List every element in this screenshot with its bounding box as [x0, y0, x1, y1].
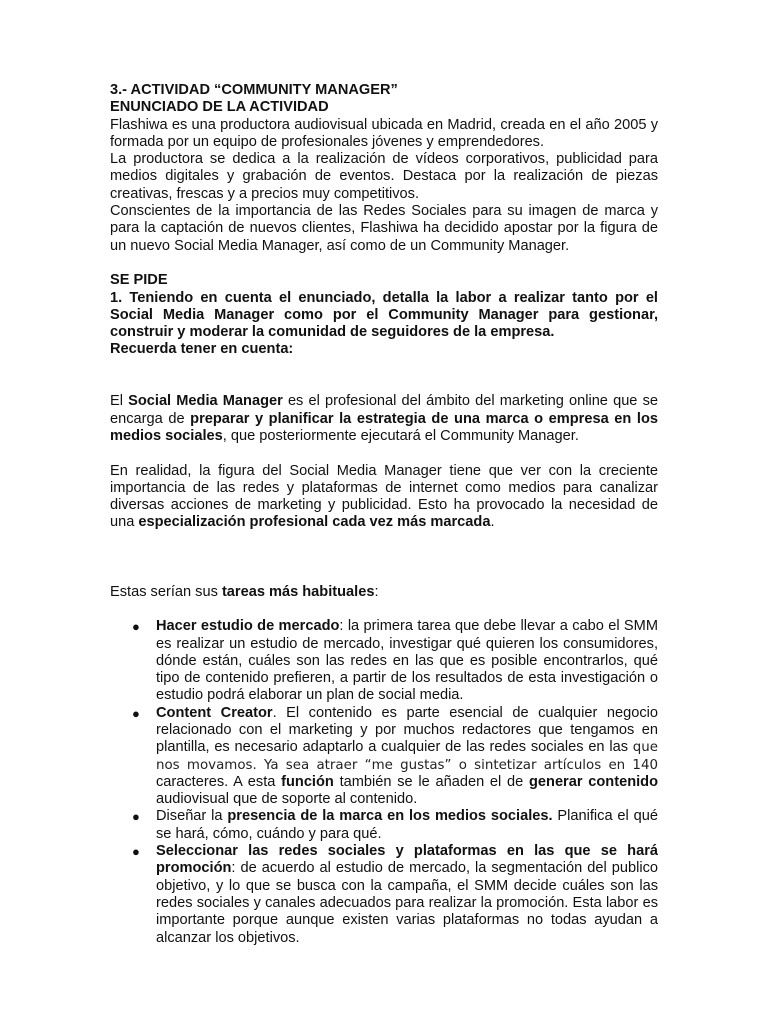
text-run: caracteres. A esta — [156, 773, 282, 790]
statement-heading: ENUNCIADO DE LA ACTIVIDAD — [110, 99, 329, 116]
text-run: audiovisual que de soporte al contenido. — [156, 791, 418, 808]
bold-run: Content Creator — [156, 704, 273, 721]
tasks-intro — [110, 584, 658, 601]
list-item — [132, 843, 658, 947]
spacer — [110, 359, 658, 394]
text-run: En realidad, la figura del Social Media Manager tiene que ver con la creciente importancia de las redes y plataformas de internet como medios para canalizar diversas acciones de marketing y publicidad. Esto ha provocado la necesidad de una — [110, 462, 658, 531]
text-run: : — [374, 583, 379, 600]
spacer — [110, 601, 658, 618]
bold-run: Seleccionar las redes sociales y plataformas en las que se hará promoción — [156, 843, 658, 877]
bold-run: Hacer estudio de mercado — [156, 618, 340, 635]
task-reminder: Recuerda tener en cuenta: — [110, 341, 294, 358]
text-run: Diseñar la — [156, 808, 228, 825]
bold-run: especialización profesional cada vez más marcada — [138, 514, 491, 531]
list-item — [132, 618, 658, 704]
text-run: . — [490, 514, 495, 531]
tasks-list — [110, 618, 658, 947]
text-run: El — [110, 393, 129, 410]
bullet-icon: ● — [132, 809, 140, 825]
list-item — [132, 808, 658, 843]
text-run: : de acuerdo al estudio de mercado, la segmentación del publico objetivo, y lo que se busca con la campaña, el SMM decide cuáles son las redes sociales y canales adecuados para realizar la promoción. Esta labor es importante porque aunque existen varias plataformas no todas ayudan a alcanzar los objetivos. — [156, 860, 658, 946]
activity-title: 3.- ACTIVIDAD “COMMUNITY MANAGER” — [110, 82, 398, 98]
text-run: , que posteriormente ejecutará el Community Manager. — [222, 427, 579, 444]
bold-run: función — [281, 773, 334, 790]
intro-paragraph-3: Conscientes de la importancia de las Redes Sociales para su imagen de marca y para la captación de nuevos clientes, Flashiwa ha decidido apostar por la figura de un nuevo Social Media Manager, así como de un Community Manager. — [110, 203, 658, 254]
text-run: Planifica el qué se hará, cómo, cuándo y para qué. — [156, 808, 658, 842]
text-run: Estas serían sus — [110, 583, 222, 600]
document-page — [110, 82, 658, 947]
task-heading: SE PIDE — [110, 272, 168, 289]
task-question: 1. Teniendo en cuenta el enunciado, detalla la labor a realizar tanto por el Social Media Manager como por el Community Manager para gestionar, construir y moderar la comunidad de seguidores de la empresa. — [110, 289, 658, 341]
bullet-icon: ● — [132, 705, 140, 721]
bold-run: presencia de la marca en los medios sociales. — [227, 808, 553, 825]
text-run: : la primera tarea que debe llevar a cabo el SMM es realizar un estudio de mercado, investigar qué quieren los consumidores, dónde están, cuáles son las redes en las que es posible encontrarlos, qué tipo de contenido prefieren, a partir de los resultados de esta investigación o estudio podrá elaborar un plan de social media. — [156, 618, 658, 704]
smm-context-paragraph — [110, 463, 658, 532]
list-item — [132, 704, 658, 809]
spacer — [110, 255, 658, 272]
intro-paragraph-2: La productora se dedica a la realización de vídeos corporativos, publicidad para medios digitales y grabación de eventos. Destaca por la realización de piezas creativas, frescas y a precios muy competitivos. — [110, 151, 658, 202]
spacer — [110, 532, 658, 567]
spacer — [110, 445, 658, 462]
text-run: que nos movamos. Ya sea atraer “me gustas” o sintetizar artículos en 140 — [156, 740, 658, 773]
bold-run: Social Media Manager — [128, 393, 283, 410]
bold-run: generar contenido — [529, 773, 658, 790]
intro-paragraph-1: Flashiwa es una productora audiovisual ubicada en Madrid, creada en el año 2005 y formada por un equipo de profesionales jóvenes y emprendedores. — [110, 116, 658, 150]
spacer — [110, 566, 658, 583]
smm-definition-paragraph — [110, 393, 658, 445]
bullet-icon: ● — [132, 619, 140, 635]
bold-run: preparar y planificar la estrategia de una marca o empresa en los medios sociales — [110, 410, 658, 444]
text-run: . El contenido es parte esencial de cualquier negocio relacionado con el marketing y por muchos redactores que tengamos en plantilla, es necesario adaptarlo a cualquier de las redes sociales en las — [156, 704, 658, 756]
text-run: también se le añaden el de — [333, 773, 529, 790]
bold-run: tareas más habituales — [221, 583, 375, 600]
text-run: es el profesional del ámbito del marketing online que se encarga de — [110, 393, 658, 427]
bullet-icon: ● — [132, 844, 140, 860]
